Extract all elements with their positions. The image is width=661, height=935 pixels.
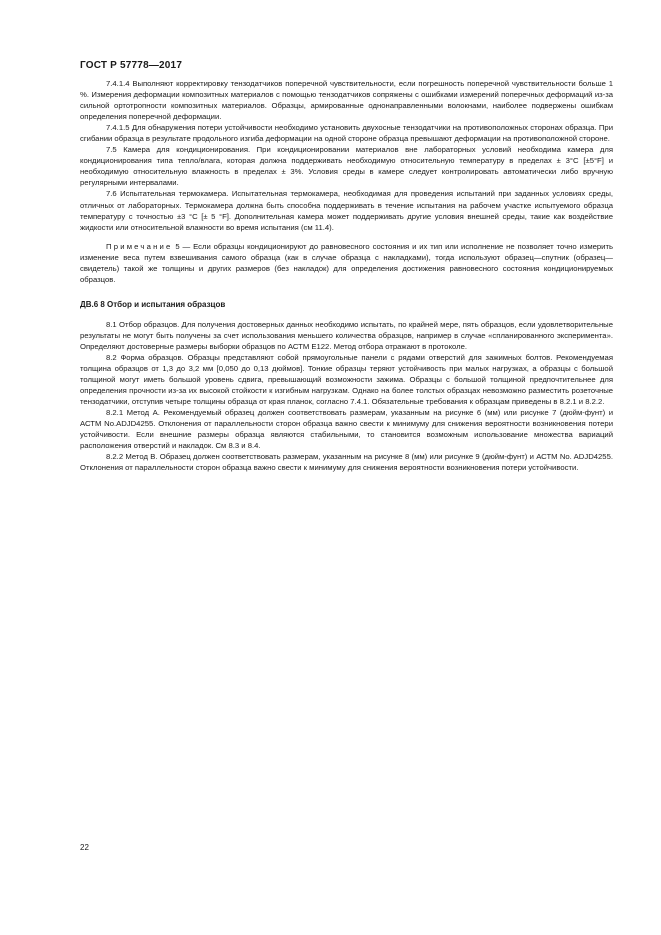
paragraph-7-5: 7.5 Камера для кондиционирования. При кондиционировании материалов вне лабораторных условий необходима камера для кондиционирования типа тепло/влага, которая должна поддерживать необходимую относительную температуру в пределах ± 3°С [±5°F] и необходимую относительную влажность в пределах ± 3%. Условия среды в камере следует контролировать автоматически либо вручную регулярными интервалами. [80,145,613,188]
paragraph-8-2-1: 8.2.1 Метод А. Рекомендуемый образец должен соответствовать размерам, указанным на рисунке 6 (мм) или рисунке 7 (дюйм-фунт) и АСТМ No.ADJD4255. Отклонения от параллельности сторон образца важно свести к минимуму для снижения вероятности возникновения потери устойчивости. Если внешние размеры образца являются стабильными, то становится возможным использование множества вариаций расположения отверстий и накладок. См 8.3 и 8.4. [80,408,613,451]
paragraph-8-1: 8.1 Отбор образцов. Для получения достоверных данных необходимо испытать, по крайней мере, пять образцов, если удовлетворительные результаты не могут быть получены за счет использования меньшего количества образцов, например в случае «спланированного эксперимента». Определяют достоверные размеры выборки образцов по АСТМ Е122. Метод отбора отражают в протоколе. [80,319,613,351]
paragraph-7-4-1-5: 7.4.1.5 Для обнаружения потери устойчивости необходимо установить двухосные тензодатчики на противоположных сторонах образца. При сгибании образца в результате продольного изгиба деформации на одной стороне образца превышают деформации на противоположной стороне. [80,123,613,144]
paragraph-8-2-2: 8.2.2 Метод В. Образец должен соответствовать размерам, указанным на рисунке 8 (мм) или рисунке 9 (дюйм-фунт) и АСТМ No. ADJD4255. Отклонения от параллельности сторон образца важно свести к минимуму для снижения вероятности возникновения потери устойчивости. [80,452,613,473]
document-body [80,78,613,474]
paragraph-8-2: 8.2 Форма образцов. Образцы представляют собой прямоугольные панели с рядами отверстий для зажимных болтов. Рекомендуемая толщина образцов от 1,3 до 3,2 мм [0,050 до 0,13 дюймов]. Тонкие образцы теряют устойчивость при малых нагрузках, а образцы с большой толщиной могут иметь большой уровень сдвига, превышающий возможности зажима. Образцы с большой толщиной предпочтительнее для определения прочности из-за их высокой стойкости к изгибным нагрузкам. Однако на более толстых образцах невозможно разместить розеточные тензодатчики, отступив четыре толщины образца от края планок, согласно 7.4.1. Обязательные требования к образцам приведены в 8.2.1 и 8.2.2. [80,352,613,407]
paragraph-7-6: 7.6 Испытательная термокамера. Испытательная термокамера, необходимая для проведения испытаний при заданных условиях среды, отличных от лабораторных. Термокамера должна быть способна поддерживать в течение испытания на рабочем участке испытуемого образца температуру с точностью ±3 °С [± 5 °F]. Дополнительная камера может поддерживать другие условия внешней среды, такие как воздействие жидкости или относительной влажности во время испытания (см 11.4). [80,189,613,232]
note-text: 5 — Если образцы кондиционируют до равновесного состояния и их тип или исполнение не позволяет точно измерить изменение веса путем взвешивания самого образца (как в случае образца с накладками), тогда используют образец—спутник (образец—свидетель) такой же толщины и других размеров (без накладок) для определения достижения равновесного состояния кондиционируемых образцов. [80,241,613,284]
document-header: ГОСТ Р 57778—2017 [80,60,183,71]
paragraph-7-4-1-4: 7.4.1.4 Выполняют корректировку тензодатчиков поперечной чувствительности, если погрешность поперечной чувствительности больше 1 %. Измерения деформации композитных материалов с помощью тензодатчиков сопряжены с ошибками измерений поперечных деформаций из-за сильной ортотропности композитных материалов. Образцы, армированные однонаправленными волокнами, наиболее подвержены ошибкам определения поперечной деформации. [80,79,613,122]
page-number: 22 [80,843,89,852]
section-title: ДВ.6 8 Отбор и испытания образцов [80,299,226,309]
note-paragraph [80,241,613,285]
note-label: Примечание [106,241,173,251]
